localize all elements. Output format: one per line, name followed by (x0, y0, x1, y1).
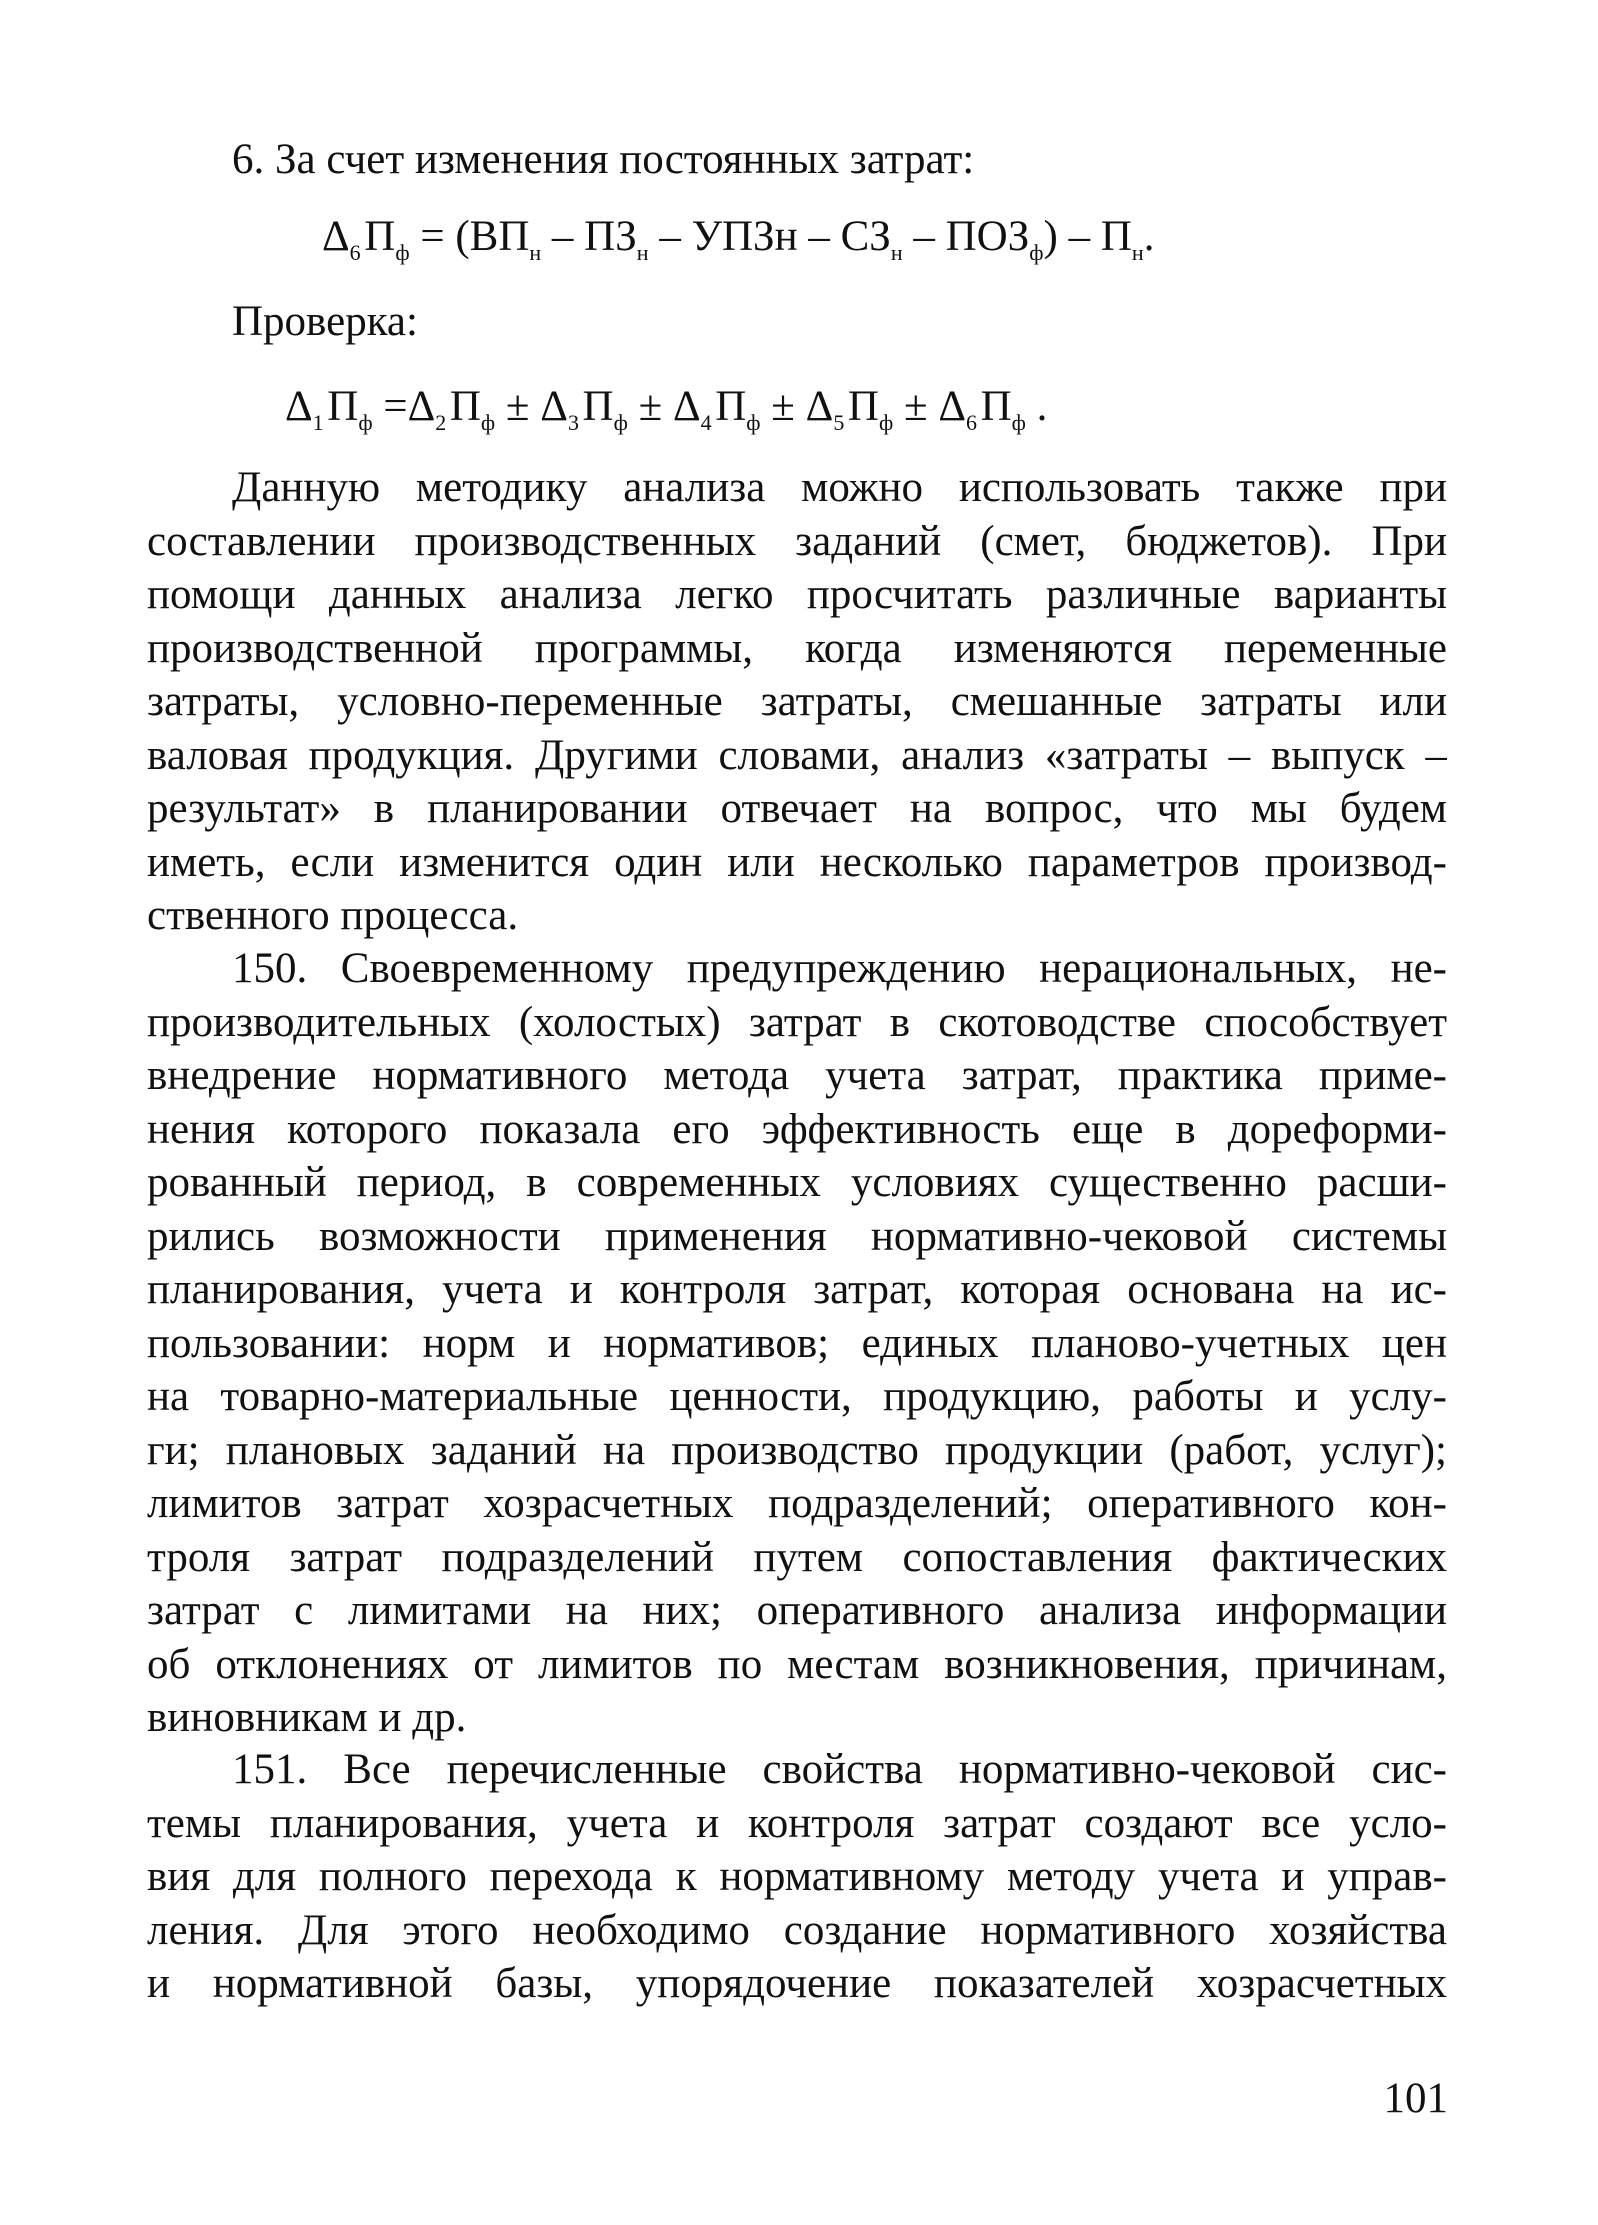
page-number: 101 (1383, 2075, 1448, 2122)
paragraph-line: производственной программы, когда изменяются переменные (147, 624, 1447, 672)
paragraph-method (147, 461, 1447, 943)
paragraph-line: помощи данных анализа легко просчитать различные варианты (147, 571, 1447, 618)
paragraph-line: пользовании: норм и нормативов; единых планово-учетных цен (147, 1319, 1447, 1367)
paragraph-line: лимитов затрат хозрасчетных подразделений; оперативного кон- (147, 1480, 1447, 1527)
paragraph-line: темы планирования, учета и контроля затрат создают все усло- (147, 1799, 1447, 1847)
paragraph-line: ления. Для этого необходимо создание нормативного хозяйства (147, 1906, 1447, 1954)
paragraph-line: на товарно-материальные ценности, продукцию, работы и услу- (147, 1373, 1447, 1420)
section-6-heading-text: 6. За счет изменения постоянных затрат: (232, 136, 975, 183)
paragraph-line: ги; плановых заданий на производство продукции (работ, услуг); (147, 1426, 1447, 1474)
paragraph-line: троля затрат подразделений путем сопоставления фактических (147, 1533, 1447, 1581)
paragraph-line: затраты, условно-переменные затраты, смешанные затраты или (147, 678, 1447, 725)
paragraph-line: рованный период, в современных условиях существенно расши- (147, 1159, 1447, 1206)
paragraph-line: затрат с лимитами на них; оперативного анализа информации (147, 1587, 1447, 1634)
paragraph-line: 150. Своевременному предупреждению нерациональных, не- (232, 945, 1447, 992)
paragraph-line: производительных (холостых) затрат в скотоводстве способствует (147, 998, 1447, 1046)
paragraph-line: и нормативной базы, упорядочение показателей хозрасчетных (147, 1960, 1447, 2007)
paragraph-line: Данную методику анализа можно использовать также при (232, 464, 1447, 511)
paragraph-line: рились возможности применения нормативно-чековой системы (147, 1212, 1447, 1260)
paragraph-line: составлении производственных заданий (смет, бюджетов). При (147, 517, 1447, 565)
paragraph-line: 151. Все перечисленные свойства нормативно-чековой сис- (232, 1746, 1447, 1793)
paragraph-line: результат» в планировании отвечает на вопрос, что мы будем (147, 785, 1447, 832)
paragraph-150 (147, 942, 1447, 1745)
paragraph-line: вия для полного перехода к нормативному методу учета и управ- (147, 1853, 1447, 1900)
paragraph-line: об отклонениях от лимитов по местам возникновения, причинам, (147, 1640, 1447, 1688)
paragraph-line: ственного процесса. (147, 892, 519, 939)
formula-delta6: $\Delta_6$ $П_ф = (ВП_н - ПЗ_н$ – УПЗн – $СЗ_н - ПОЗ_ф) - П_н$. (322, 213, 1155, 265)
paragraph-line: нения которого показала его эффективность еще в дореформи- (147, 1105, 1447, 1153)
paragraph-line: иметь, если изменится один или несколько параметров производ- (147, 838, 1447, 886)
paragraph-line: внедрение нормативного метода учета затрат, практика приме- (147, 1052, 1447, 1099)
paragraph-line: валовая продукция. Другими словами, анализ «затраты – выпуск – (147, 731, 1447, 779)
paragraph-line: планирования, учета и контроля затрат, которая основана на ис- (147, 1266, 1447, 1313)
formula-check: $\Delta_1$ $П_ф =\Delta_2$ $П_ф \pm \Delta_3$ $П_ф \pm \Delta_4$ $П_ф \pm \Delta_5$ $П_ф \pm \Delta_6$ $П_ф$ . (285, 383, 1048, 435)
section-6-heading (232, 133, 974, 187)
check-label: Проверка: (232, 298, 418, 345)
paragraph-line: виновникам и др. (147, 1694, 467, 1741)
paragraph-151 (147, 1743, 1447, 2011)
